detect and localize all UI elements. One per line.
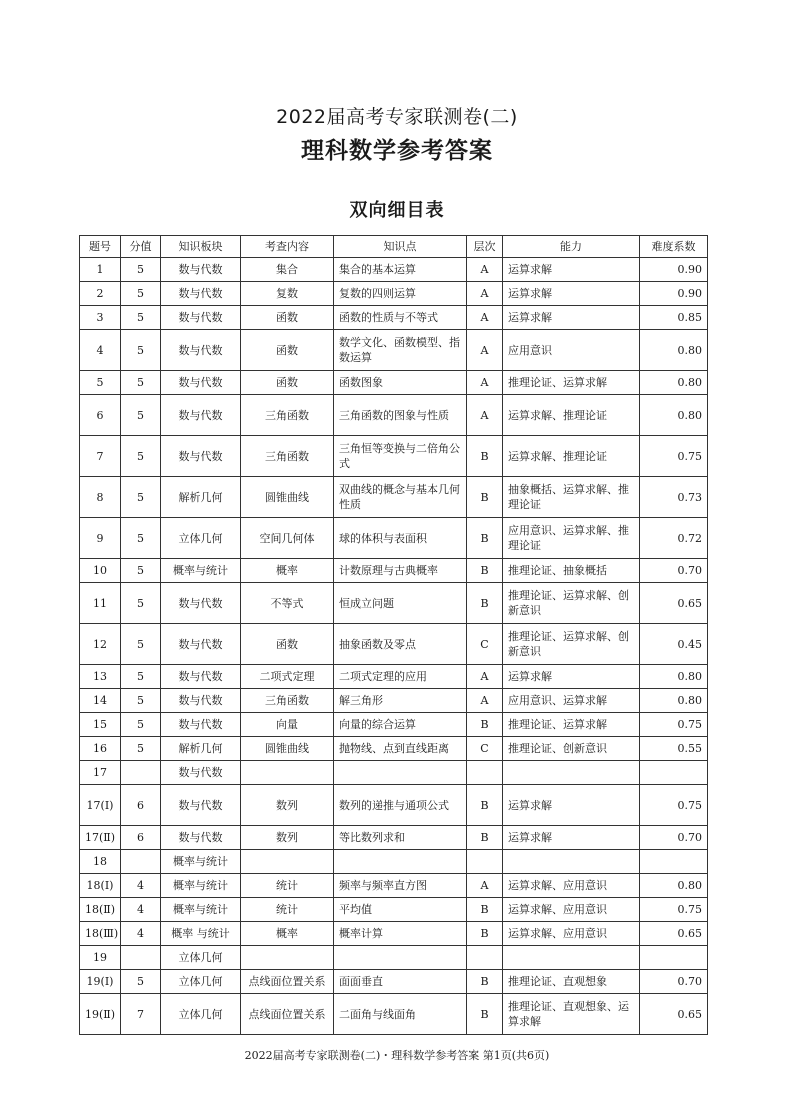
knowledge-point-cell: 双曲线的概念与基本几何性质 [334, 477, 467, 518]
score-cell: 4 [121, 922, 161, 946]
level-cell: A [467, 306, 503, 330]
difficulty-cell: 0.70 [640, 559, 708, 583]
ability-cell [503, 946, 640, 970]
score-cell: 5 [121, 477, 161, 518]
table-row [80, 737, 708, 761]
knowledge-domain-cell: 数与代数 [161, 785, 241, 826]
content-cell: 统计 [241, 898, 334, 922]
knowledge-domain-cell: 概率与统计 [161, 874, 241, 898]
column-header: 能力 [503, 236, 640, 258]
level-cell [467, 850, 503, 874]
knowledge-domain-cell: 概率与统计 [161, 559, 241, 583]
question-number-cell: 8 [80, 477, 121, 518]
score-cell: 5 [121, 395, 161, 436]
table-row [80, 898, 708, 922]
content-cell: 数列 [241, 826, 334, 850]
question-number-cell: 2 [80, 282, 121, 306]
table-row [80, 518, 708, 559]
score-cell: 5 [121, 970, 161, 994]
content-cell: 点线面位置关系 [241, 994, 334, 1035]
table-row [80, 785, 708, 826]
difficulty-cell: 0.80 [640, 330, 708, 371]
knowledge-domain-cell: 数与代数 [161, 713, 241, 737]
question-number-cell: 19 [80, 946, 121, 970]
score-cell: 5 [121, 559, 161, 583]
score-cell: 5 [121, 583, 161, 624]
ability-cell [503, 850, 640, 874]
content-cell: 圆锥曲线 [241, 477, 334, 518]
content-cell: 复数 [241, 282, 334, 306]
content-cell: 函数 [241, 330, 334, 371]
difficulty-cell: 0.90 [640, 282, 708, 306]
content-cell: 函数 [241, 306, 334, 330]
level-cell: A [467, 282, 503, 306]
knowledge-domain-cell: 立体几何 [161, 946, 241, 970]
table-row [80, 922, 708, 946]
ability-cell: 推理论证、运算求解、创新意识 [503, 583, 640, 624]
knowledge-point-cell: 等比数列求和 [334, 826, 467, 850]
table-row [80, 477, 708, 518]
content-cell [241, 946, 334, 970]
question-number-cell: 11 [80, 583, 121, 624]
question-number-cell: 19(Ⅰ) [80, 970, 121, 994]
knowledge-domain-cell: 数与代数 [161, 583, 241, 624]
column-header: 知识点 [334, 236, 467, 258]
ability-cell: 应用意识、运算求解 [503, 689, 640, 713]
score-cell: 5 [121, 689, 161, 713]
score-cell: 5 [121, 518, 161, 559]
score-cell: 5 [121, 436, 161, 477]
difficulty-cell: 0.70 [640, 970, 708, 994]
ability-cell: 运算求解 [503, 826, 640, 850]
level-cell: B [467, 785, 503, 826]
table-row [80, 970, 708, 994]
knowledge-domain-cell: 数与代数 [161, 624, 241, 665]
level-cell: A [467, 395, 503, 436]
table-row [80, 330, 708, 371]
knowledge-point-cell: 函数图象 [334, 371, 467, 395]
table-body [80, 258, 708, 1035]
ability-cell: 抽象概括、运算求解、推理论证 [503, 477, 640, 518]
ability-cell: 应用意识、运算求解、推理论证 [503, 518, 640, 559]
knowledge-domain-cell: 概率与统计 [161, 898, 241, 922]
ability-cell: 推理论证、创新意识 [503, 737, 640, 761]
ability-cell: 应用意识 [503, 330, 640, 371]
level-cell: C [467, 624, 503, 665]
difficulty-cell: 0.75 [640, 713, 708, 737]
table-row [80, 306, 708, 330]
content-cell: 函数 [241, 624, 334, 665]
difficulty-cell: 0.65 [640, 994, 708, 1035]
level-cell: B [467, 970, 503, 994]
ability-cell: 运算求解、应用意识 [503, 898, 640, 922]
knowledge-point-cell: 计数原理与古典概率 [334, 559, 467, 583]
level-cell: B [467, 994, 503, 1035]
level-cell: A [467, 371, 503, 395]
table-row [80, 559, 708, 583]
difficulty-cell: 0.75 [640, 785, 708, 826]
level-cell: A [467, 330, 503, 371]
content-cell: 统计 [241, 874, 334, 898]
level-cell: B [467, 713, 503, 737]
ability-cell: 运算求解 [503, 258, 640, 282]
ability-cell: 运算求解 [503, 282, 640, 306]
level-cell: B [467, 559, 503, 583]
difficulty-cell [640, 761, 708, 785]
level-cell: C [467, 737, 503, 761]
table-row [80, 624, 708, 665]
knowledge-point-cell: 抽象函数及零点 [334, 624, 467, 665]
score-cell: 5 [121, 306, 161, 330]
table-header-row [80, 236, 708, 258]
content-cell: 三角函数 [241, 436, 334, 477]
question-number-cell: 4 [80, 330, 121, 371]
table-row [80, 583, 708, 624]
table-row [80, 826, 708, 850]
level-cell: B [467, 583, 503, 624]
knowledge-domain-cell: 解析几何 [161, 737, 241, 761]
knowledge-domain-cell: 立体几何 [161, 518, 241, 559]
score-cell: 5 [121, 330, 161, 371]
knowledge-domain-cell: 数与代数 [161, 330, 241, 371]
table-row [80, 258, 708, 282]
difficulty-cell [640, 946, 708, 970]
difficulty-cell: 0.80 [640, 395, 708, 436]
knowledge-point-cell [334, 761, 467, 785]
knowledge-domain-cell: 数与代数 [161, 258, 241, 282]
difficulty-cell: 0.90 [640, 258, 708, 282]
content-cell: 三角函数 [241, 689, 334, 713]
specification-table [79, 235, 708, 1035]
level-cell: A [467, 874, 503, 898]
content-cell: 二项式定理 [241, 665, 334, 689]
page-footer: 2022届高考专家联测卷(二)・理科数学参考答案 第1页(共6页) [244, 1049, 550, 1062]
column-header: 难度系数 [640, 236, 708, 258]
knowledge-point-cell: 复数的四则运算 [334, 282, 467, 306]
knowledge-point-cell: 抛物线、点到直线距离 [334, 737, 467, 761]
ability-cell: 运算求解、应用意识 [503, 922, 640, 946]
score-cell: 5 [121, 737, 161, 761]
ability-cell: 推理论证、抽象概括 [503, 559, 640, 583]
knowledge-point-cell: 频率与频率直方图 [334, 874, 467, 898]
knowledge-point-cell: 数列的递推与通项公式 [334, 785, 467, 826]
difficulty-cell: 0.80 [640, 371, 708, 395]
level-cell: B [467, 898, 503, 922]
question-number-cell: 13 [80, 665, 121, 689]
knowledge-domain-cell: 数与代数 [161, 282, 241, 306]
question-number-cell: 1 [80, 258, 121, 282]
table-row [80, 395, 708, 436]
score-cell: 6 [121, 826, 161, 850]
column-header: 题号 [80, 236, 121, 258]
question-number-cell: 18(Ⅱ) [80, 898, 121, 922]
ability-cell: 推理论证、直观想象、运算求解 [503, 994, 640, 1035]
question-number-cell: 17(Ⅱ) [80, 826, 121, 850]
question-number-cell: 18 [80, 850, 121, 874]
score-cell: 5 [121, 371, 161, 395]
knowledge-point-cell: 函数的性质与不等式 [334, 306, 467, 330]
score-cell: 5 [121, 713, 161, 737]
score-cell [121, 761, 161, 785]
score-cell: 5 [121, 258, 161, 282]
question-number-cell: 7 [80, 436, 121, 477]
difficulty-cell: 0.73 [640, 477, 708, 518]
knowledge-domain-cell: 数与代数 [161, 761, 241, 785]
question-number-cell: 3 [80, 306, 121, 330]
difficulty-cell: 0.72 [640, 518, 708, 559]
table-row [80, 850, 708, 874]
content-cell [241, 850, 334, 874]
table-row [80, 713, 708, 737]
difficulty-cell: 0.75 [640, 436, 708, 477]
difficulty-cell: 0.65 [640, 583, 708, 624]
level-cell [467, 761, 503, 785]
level-cell: A [467, 665, 503, 689]
content-cell: 数列 [241, 785, 334, 826]
ability-cell: 运算求解、应用意识 [503, 874, 640, 898]
level-cell: B [467, 518, 503, 559]
knowledge-domain-cell: 概率与统计 [161, 850, 241, 874]
knowledge-point-cell: 向量的综合运算 [334, 713, 467, 737]
knowledge-point-cell: 数学文化、函数模型、指数运算 [334, 330, 467, 371]
level-cell: A [467, 689, 503, 713]
question-number-cell: 9 [80, 518, 121, 559]
column-header: 知识板块 [161, 236, 241, 258]
knowledge-domain-cell: 概率 与统计 [161, 922, 241, 946]
ability-cell: 运算求解、推理论证 [503, 436, 640, 477]
difficulty-cell: 0.55 [640, 737, 708, 761]
knowledge-point-cell: 恒成立问题 [334, 583, 467, 624]
difficulty-cell: 0.65 [640, 922, 708, 946]
level-cell: A [467, 258, 503, 282]
difficulty-cell: 0.85 [640, 306, 708, 330]
ability-cell: 运算求解、推理论证 [503, 395, 640, 436]
knowledge-domain-cell: 数与代数 [161, 436, 241, 477]
score-cell: 4 [121, 898, 161, 922]
score-cell [121, 946, 161, 970]
table-row [80, 874, 708, 898]
section-title: 双向细目表 [349, 200, 445, 221]
answer-key-title: 理科数学参考答案 [301, 138, 493, 164]
content-cell: 集合 [241, 258, 334, 282]
question-number-cell: 6 [80, 395, 121, 436]
knowledge-point-cell: 解三角形 [334, 689, 467, 713]
knowledge-point-cell: 三角函数的图象与性质 [334, 395, 467, 436]
difficulty-cell: 0.45 [640, 624, 708, 665]
ability-cell: 运算求解 [503, 785, 640, 826]
score-cell [121, 850, 161, 874]
knowledge-point-cell: 集合的基本运算 [334, 258, 467, 282]
knowledge-point-cell: 二项式定理的应用 [334, 665, 467, 689]
knowledge-domain-cell: 解析几何 [161, 477, 241, 518]
level-cell: B [467, 436, 503, 477]
question-number-cell: 17(Ⅰ) [80, 785, 121, 826]
knowledge-domain-cell: 数与代数 [161, 826, 241, 850]
level-cell: B [467, 477, 503, 518]
question-number-cell: 10 [80, 559, 121, 583]
knowledge-point-cell: 面面垂直 [334, 970, 467, 994]
knowledge-domain-cell: 数与代数 [161, 371, 241, 395]
table-row [80, 946, 708, 970]
column-header: 分值 [121, 236, 161, 258]
knowledge-domain-cell: 立体几何 [161, 970, 241, 994]
question-number-cell: 14 [80, 689, 121, 713]
question-number-cell: 15 [80, 713, 121, 737]
difficulty-cell: 0.75 [640, 898, 708, 922]
column-header: 考查内容 [241, 236, 334, 258]
table-row [80, 665, 708, 689]
level-cell [467, 946, 503, 970]
knowledge-point-cell: 球的体积与表面积 [334, 518, 467, 559]
knowledge-point-cell: 二面角与线面角 [334, 994, 467, 1035]
question-number-cell: 12 [80, 624, 121, 665]
difficulty-cell: 0.80 [640, 689, 708, 713]
knowledge-point-cell [334, 850, 467, 874]
ability-cell: 运算求解 [503, 665, 640, 689]
knowledge-domain-cell: 数与代数 [161, 395, 241, 436]
score-cell: 6 [121, 785, 161, 826]
content-cell: 向量 [241, 713, 334, 737]
column-header: 层次 [467, 236, 503, 258]
table-row [80, 371, 708, 395]
knowledge-domain-cell: 数与代数 [161, 689, 241, 713]
question-number-cell: 5 [80, 371, 121, 395]
content-cell: 点线面位置关系 [241, 970, 334, 994]
content-cell: 三角函数 [241, 395, 334, 436]
table-row [80, 282, 708, 306]
knowledge-point-cell [334, 946, 467, 970]
knowledge-domain-cell: 数与代数 [161, 665, 241, 689]
score-cell: 5 [121, 665, 161, 689]
question-number-cell: 19(Ⅱ) [80, 994, 121, 1035]
table-row [80, 994, 708, 1035]
content-cell: 概率 [241, 922, 334, 946]
content-cell: 圆锥曲线 [241, 737, 334, 761]
difficulty-cell [640, 850, 708, 874]
knowledge-point-cell: 三角恒等变换与二倍角公式 [334, 436, 467, 477]
question-number-cell: 18(Ⅲ) [80, 922, 121, 946]
score-cell: 5 [121, 624, 161, 665]
table-row [80, 761, 708, 785]
ability-cell: 推理论证、直观想象 [503, 970, 640, 994]
score-cell: 5 [121, 282, 161, 306]
score-cell: 4 [121, 874, 161, 898]
ability-cell: 推理论证、运算求解 [503, 713, 640, 737]
ability-cell: 推理论证、运算求解、创新意识 [503, 624, 640, 665]
content-cell: 空间几何体 [241, 518, 334, 559]
question-number-cell: 18(Ⅰ) [80, 874, 121, 898]
question-number-cell: 16 [80, 737, 121, 761]
content-cell [241, 761, 334, 785]
score-cell: 7 [121, 994, 161, 1035]
difficulty-cell: 0.80 [640, 665, 708, 689]
ability-cell [503, 761, 640, 785]
content-cell: 概率 [241, 559, 334, 583]
content-cell: 不等式 [241, 583, 334, 624]
ability-cell: 推理论证、运算求解 [503, 371, 640, 395]
question-number-cell: 17 [80, 761, 121, 785]
exam-title: 2022届高考专家联测卷(二) [276, 106, 518, 128]
difficulty-cell: 0.80 [640, 874, 708, 898]
difficulty-cell: 0.70 [640, 826, 708, 850]
knowledge-domain-cell: 立体几何 [161, 994, 241, 1035]
knowledge-point-cell: 平均值 [334, 898, 467, 922]
content-cell: 函数 [241, 371, 334, 395]
knowledge-point-cell: 概率计算 [334, 922, 467, 946]
table-row [80, 689, 708, 713]
table-row [80, 436, 708, 477]
level-cell: B [467, 826, 503, 850]
ability-cell: 运算求解 [503, 306, 640, 330]
knowledge-domain-cell: 数与代数 [161, 306, 241, 330]
level-cell: B [467, 922, 503, 946]
